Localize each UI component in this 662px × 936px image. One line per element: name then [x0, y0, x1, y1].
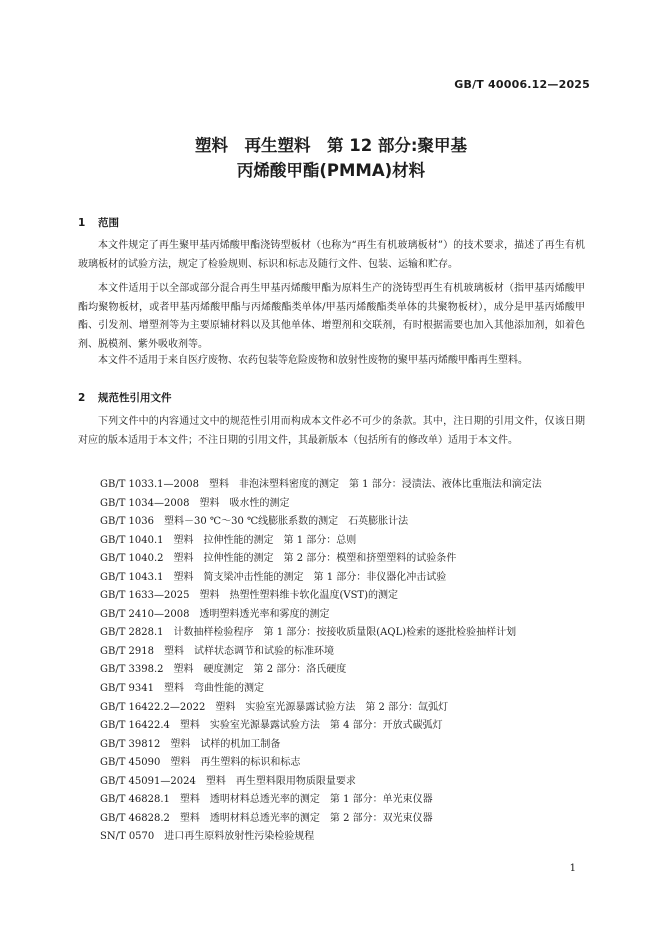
reference-item: GB/T 45090 塑料 再生塑料的标识和标志 [100, 757, 301, 769]
reference-item: GB/T 46828.1 塑料 透明材料总透光率的测定 第 1 部分：单光束仪器 [100, 794, 433, 806]
reference-item: GB/T 1633—2025 塑料 热塑性塑料维卡软化温度(VST)的测定 [100, 590, 398, 602]
title-line-1: 塑料 再生塑料 第 12 部分:聚甲基 [194, 136, 468, 155]
reference-item: GB/T 2828.1 计数抽样检验程序 第 1 部分：按接收质量限(AQL)检索的逐批检验抽样计划 [100, 627, 517, 639]
reference-item: GB/T 1034—2008 塑料 吸水性的测定 [100, 497, 290, 509]
reference-list [100, 476, 600, 847]
reference-item: GB/T 2410—2008 透明塑料透光率和雾度的测定 [100, 608, 330, 620]
reference-item: GB/T 46828.2 塑料 透明材料总透光率的测定 第 2 部分：双光束仪器 [100, 812, 433, 824]
document-title [0, 133, 662, 183]
standard-code: GB/T 40006.12—2025 [454, 78, 590, 91]
title-line-2: 丙烯酸甲酯(PMMA)材料 [236, 161, 426, 180]
references-intro: 下列文件中的内容通过文中的规范性引用而构成本文件必不可少的条款。其中，注日期的引用文件，仅该日期对应的版本适用于本文件；不注日期的引用文件，其最新版本（包括所有的修改单）适用于本文件。 [78, 416, 585, 446]
scope-paragraph-3: 本文件不适用于来自医疗废物、农药包装等危险废物和放射性废物的聚甲基丙烯酸甲酯再生塑料。 [98, 355, 528, 366]
reference-item: GB/T 1040.1 塑料 拉伸性能的测定 第 1 部分：总则 [100, 534, 357, 546]
scope-paragraph-2: 本文件适用于以全部或部分混合再生甲基丙烯酸甲酯为原料生产的浇铸型再生有机玻璃板材（指甲基丙烯酸甲酯均聚物板材，或者甲基丙烯酸甲酯与丙烯酸酯类单体/甲基丙烯酸酯类单体的共聚物板材），成分是甲基丙烯酸甲酯、引发剂、增塑剂等为主要原辅材料以及其他单体、增塑剂和交联剂，有时根据需要也加入其他添加剂，如着色剂、脱模剂、紫外吸收剂等。 [78, 283, 585, 350]
section-2-number: 2 [78, 392, 86, 404]
section-2-title: 规范性引用文件 [98, 392, 172, 404]
reference-item: GB/T 1043.1 塑料 简支梁冲击性能的测定 第 1 部分：非仪器化冲击试验 [100, 571, 447, 583]
section-1-heading [78, 215, 119, 230]
reference-item: SN/T 0570 进口再生原料放射性污染检验规程 [100, 831, 315, 843]
reference-item: GB/T 39812 塑料 试样的机加工制备 [100, 738, 281, 750]
reference-item: GB/T 1040.2 塑料 拉伸性能的测定 第 2 部分：模塑和挤塑塑料的试验条件 [100, 553, 457, 565]
reference-item: GB/T 3398.2 塑料 硬度测定 第 2 部分：洛氏硬度 [100, 664, 347, 676]
reference-item: GB/T 9341 塑料 弯曲性能的测定 [100, 683, 265, 695]
reference-item: GB/T 2918 塑料 试样状态调节和试验的标准环境 [100, 645, 335, 657]
section-1-number: 1 [78, 217, 86, 229]
page-number: 1 [569, 863, 576, 874]
scope-paragraph-1: 本文件规定了再生聚甲基丙烯酸甲酯浇铸型板材（也称为“再生有机玻璃板材”）的技术要求，描述了再生有机玻璃板材的试验方法，规定了检验规则、标识和标志及随行文件、包装、运输和贮存。 [78, 240, 585, 270]
section-2-heading [78, 390, 172, 405]
reference-item: GB/T 1036 塑料－30 ℃～30 ℃线膨胀系数的测定 石英膨胀计法 [100, 516, 409, 528]
reference-item: GB/T 16422.2—2022 塑料 实验室光源暴露试验方法 第 2 部分：氙弧灯 [100, 701, 449, 713]
reference-item: GB/T 16422.4 塑料 实验室光源暴露试验方法 第 4 部分：开放式碳弧灯 [100, 720, 443, 732]
reference-item: GB/T 45091—2024 塑料 再生塑料限用物质限量要求 [100, 775, 356, 787]
reference-item: GB/T 1033.1—2008 塑料 非泡沫塑料密度的测定 第 1 部分：浸渍法、液体比重瓶法和滴定法 [100, 479, 542, 490]
section-1-title: 范围 [98, 217, 119, 229]
